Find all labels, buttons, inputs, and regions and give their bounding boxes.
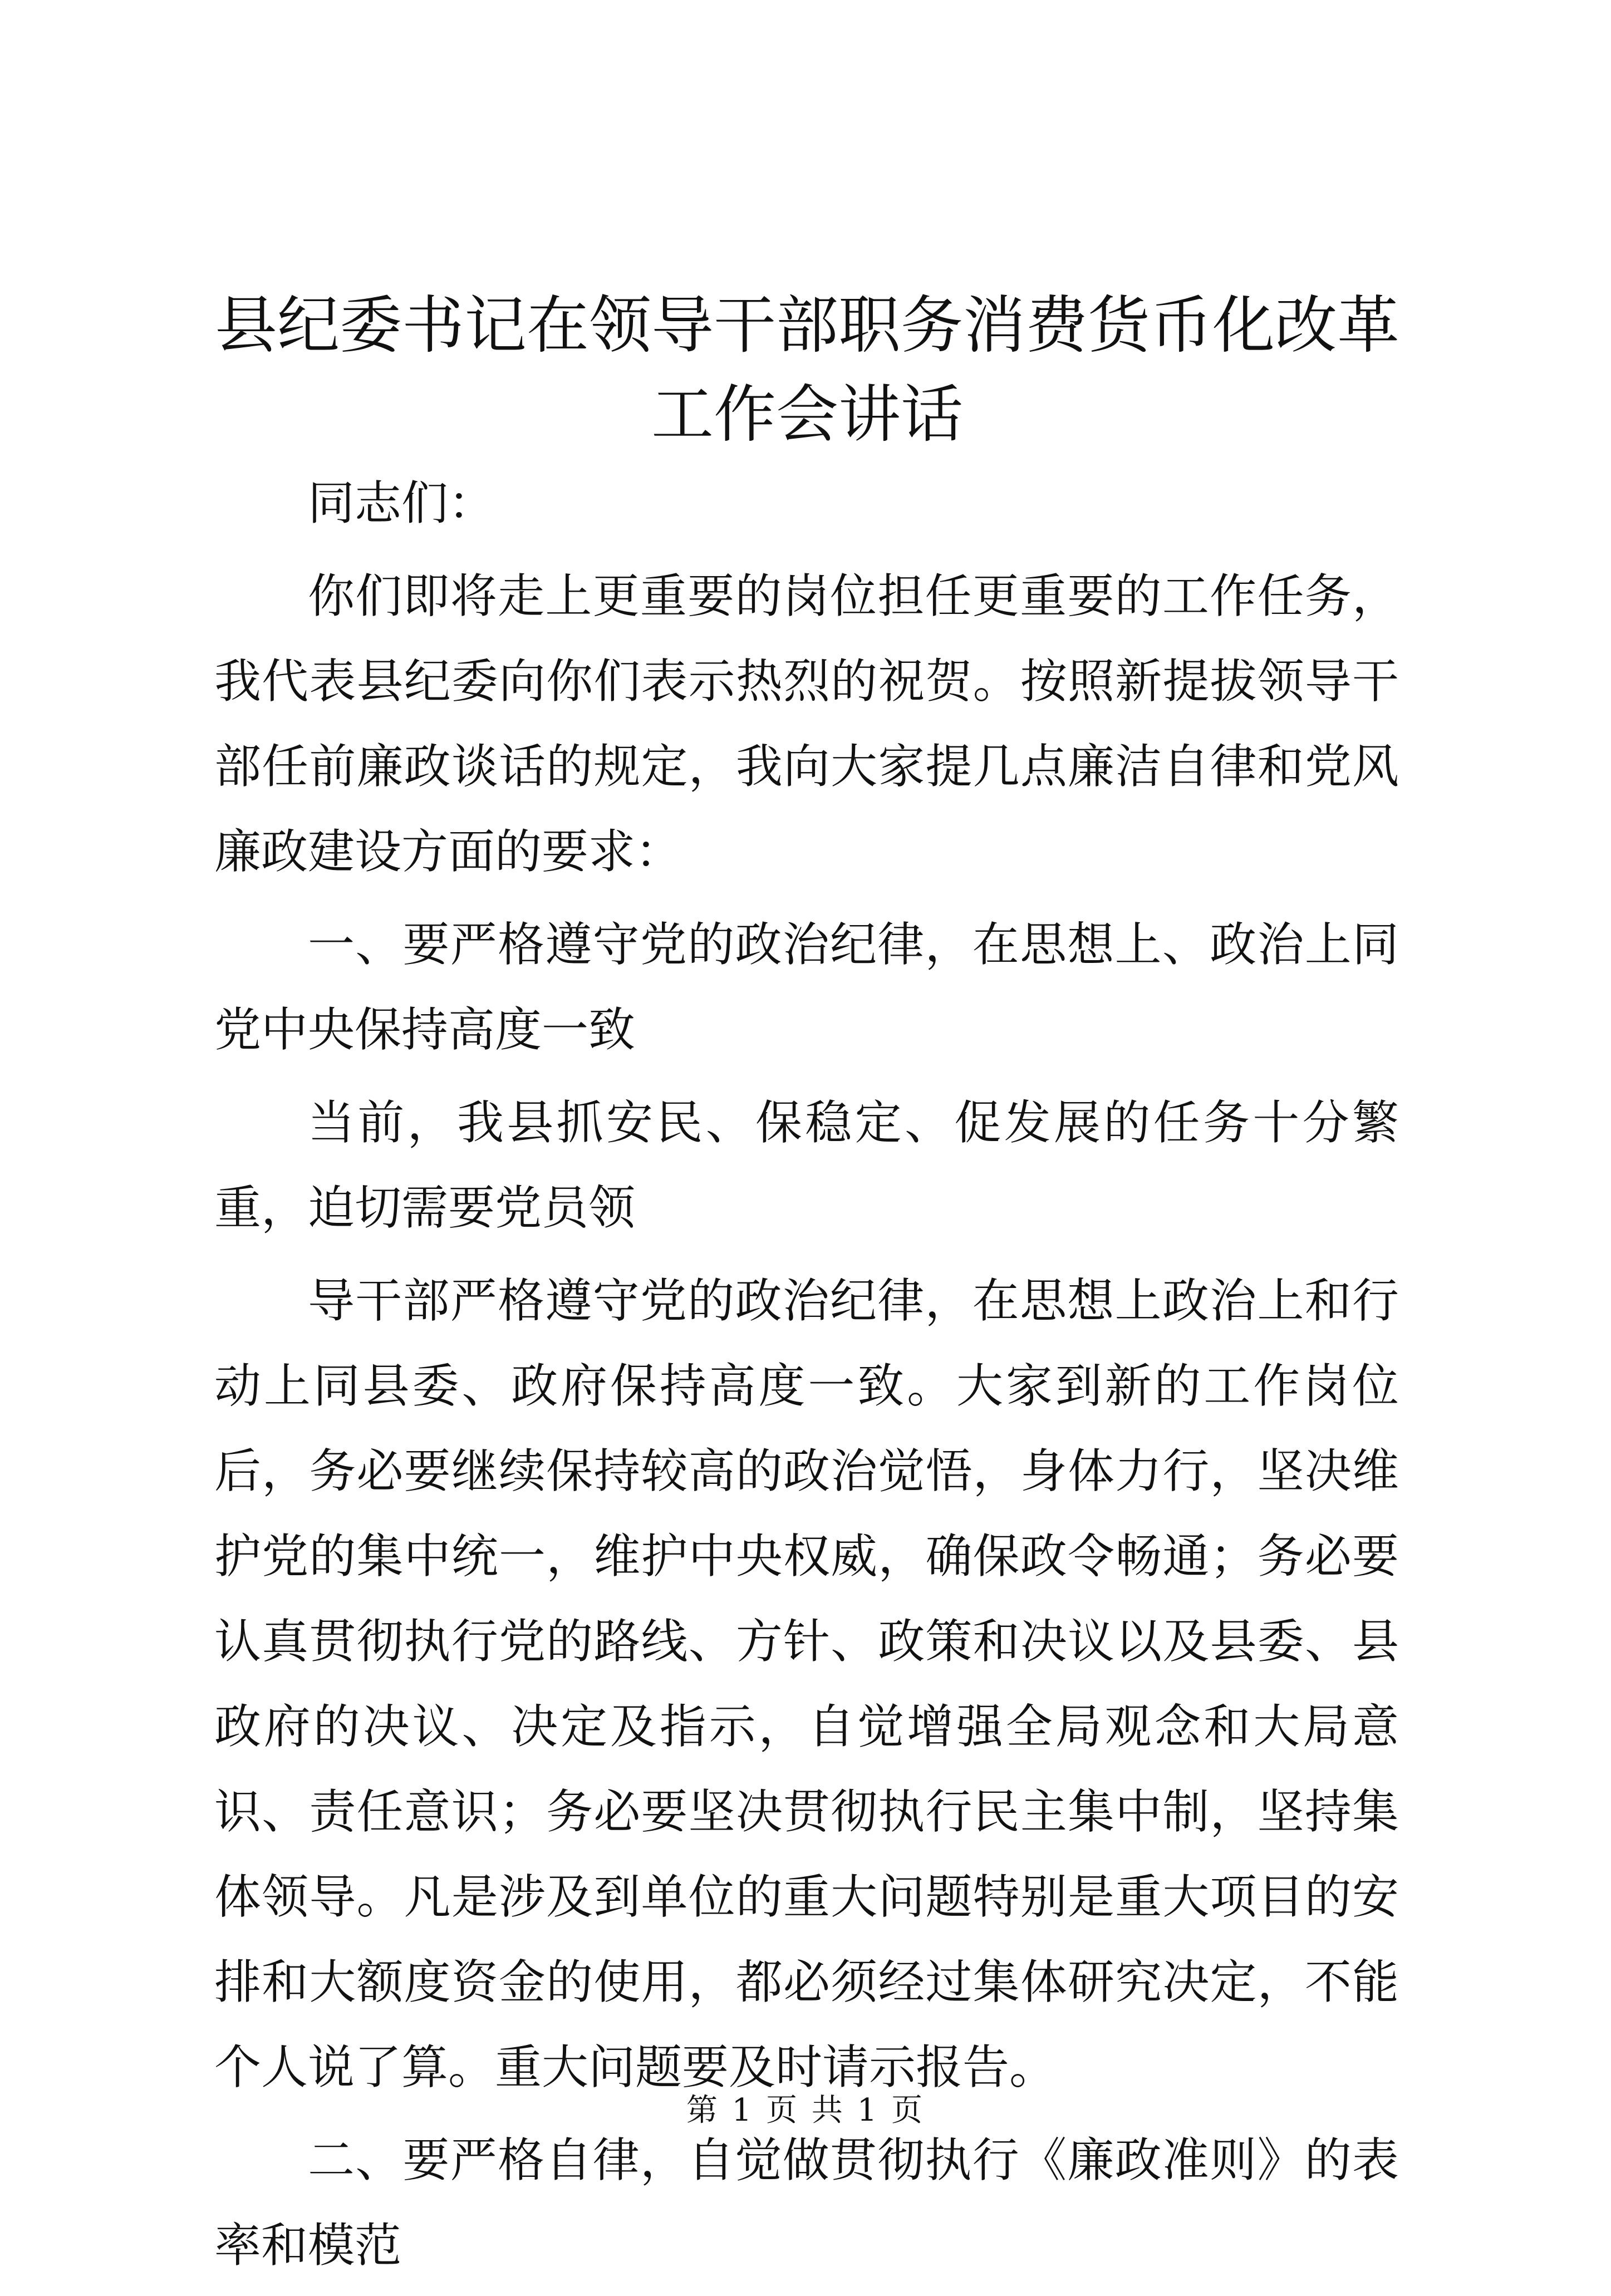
intro-paragraph: 你们即将走上更重要的岗位担任更重要的工作任务，我代表县纪委向你们表示热烈的祝贺。按照新提拔领导干部任前廉政谈话的规定，我向大家提几点廉洁自律和党风廉政建设方面的要求： bbox=[214, 569, 1399, 879]
section-heading-2: 二、要严格自律，自觉做贯彻执行《廉政准则》的表率和模范 bbox=[214, 2133, 1399, 2273]
body-paragraph: 导干部严格遵守党的政治纪律，在思想上政治上和行动上同县委、政府保持高度一致。大家到新的工作岗位后，务必要继续保持较高的政治觉悟，身体力行，坚决维护党的集中统一，维护中央权威，确保政令畅通；务必要认真贯彻执行党的路线、方针、政策和决议以及县委、县政府的决议、决定及指示，自觉增强全局观念和大局意识、责任意识；务必要坚决贯彻执行民主集中制，坚持集体领导。凡是涉及到单位的重大问题特别是重大项目的安排和大额度资金的使用，都必须经过集体研究决定，不能个人说了算。重大问题要及时请示报告。 bbox=[214, 1274, 1399, 2095]
salutation: 同志们： bbox=[308, 476, 495, 530]
page-footer: 第 1 页 共 1 页 bbox=[686, 2092, 925, 2128]
section-heading-1: 一、要严格遵守党的政治纪律，在思想上、政治上同党中央保持高度一致 bbox=[214, 917, 1399, 1057]
body-paragraph: 当前，我县抓安民、保稳定、促发展的任务十分繁重，迫切需要党员领 bbox=[214, 1095, 1399, 1235]
document-body bbox=[214, 461, 1399, 2296]
document-title: 县纪委书记在领导干部职务消费货币化改革工作会讲话 bbox=[215, 289, 1399, 451]
